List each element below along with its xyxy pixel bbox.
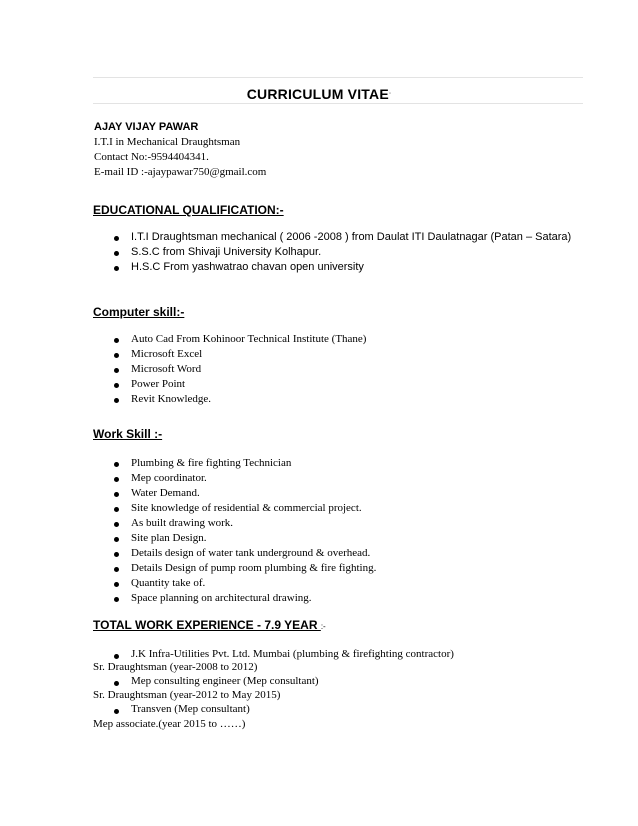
list-item: Space planning on architectural drawing. [94, 591, 376, 606]
experience-company-3: Transven (Mep consultant) [94, 703, 250, 715]
title-divider [93, 103, 583, 104]
top-divider [93, 77, 583, 78]
list-item: Details design of water tank underground & overhead. [94, 546, 376, 561]
bullet-icon [114, 353, 119, 358]
bullet-icon [114, 398, 119, 403]
bullet-icon [114, 507, 119, 512]
list-item: Quantity take of. [94, 576, 376, 591]
bullet-icon [114, 537, 119, 542]
bullet-icon [114, 492, 119, 497]
list-item: H.S.C From yashwatrao chavan open university [94, 260, 571, 275]
bullet-icon [114, 338, 119, 343]
bullet-icon [114, 681, 119, 686]
email-line: E-mail ID :-ajaypawar750@gmail.com [94, 166, 267, 178]
candidate-name: AJAY VIJAY PAWAR [94, 121, 199, 133]
bullet-icon [114, 597, 119, 602]
bullet-icon [114, 383, 119, 388]
experience-heading: TOTAL WORK EXPERIENCE - 7.9 YEAR :- [93, 618, 326, 632]
education-heading: EDUCATIONAL QUALIFICATION:- [93, 203, 284, 217]
experience-company-2: Mep consulting engineer (Mep consultant) [94, 675, 319, 687]
contact-block [94, 120, 266, 180]
bullet-icon [114, 654, 119, 659]
qualification-line: I.T.I in Mechanical Draughtsman [94, 136, 241, 148]
bullet-icon [114, 236, 119, 241]
list-item: Details Design of pump room plumbing & fire fighting. [94, 561, 376, 576]
bullet-icon [114, 552, 119, 557]
phone-line: Contact No:-9594404341. [94, 151, 209, 163]
bullet-icon [114, 368, 119, 373]
bullet-icon [114, 251, 119, 256]
list-item: Revit Knowledge. [94, 392, 366, 407]
list-item: Auto Cad From Kohinoor Technical Institute (Thane) [94, 332, 366, 347]
work-skill-heading: Work Skill :- [93, 427, 163, 441]
list-item: Power Point [94, 377, 366, 392]
computer-skill-list [94, 332, 366, 407]
bullet-icon [114, 266, 119, 271]
document-title: CURRICULUM VITAE. [246, 86, 392, 102]
experience-role-3: Mep associate.(year 2015 to ……) [93, 718, 246, 730]
list-item: Site knowledge of residential & commercial project. [94, 501, 376, 516]
experience-role-2: Sr. Draughtsman (year-2012 to May 2015) [93, 689, 281, 701]
work-skill-list [94, 456, 376, 606]
list-item: Water Demand. [94, 486, 376, 501]
bullet-icon [114, 477, 119, 482]
list-item: Microsoft Excel [94, 347, 366, 362]
education-list [94, 230, 571, 275]
list-item: I.T.I Draughtsman mechanical ( 2006 -2008 ) from Daulat ITI Daulatnagar (Patan – Satara) [94, 230, 571, 245]
list-item: Microsoft Word [94, 362, 366, 377]
list-item: Mep coordinator. [94, 471, 376, 486]
bullet-icon [114, 567, 119, 572]
list-item: S.S.C from Shivaji University Kolhapur. [94, 245, 571, 260]
experience-company-1: J.K Infra-Utilities Pvt. Ltd. Mumbai (plumbing & firefighting contractor) [94, 648, 454, 660]
list-item: Plumbing & fire fighting Technician [94, 456, 376, 471]
bullet-icon [114, 582, 119, 587]
bullet-icon [114, 709, 119, 714]
experience-role-1: Sr. Draughtsman (year-2008 to 2012) [93, 661, 258, 673]
list-item: As built drawing work. [94, 516, 376, 531]
list-item: Site plan Design. [94, 531, 376, 546]
bullet-icon [114, 462, 119, 467]
bullet-icon [114, 522, 119, 527]
computer-skill-heading: Computer skill:- [93, 305, 185, 319]
